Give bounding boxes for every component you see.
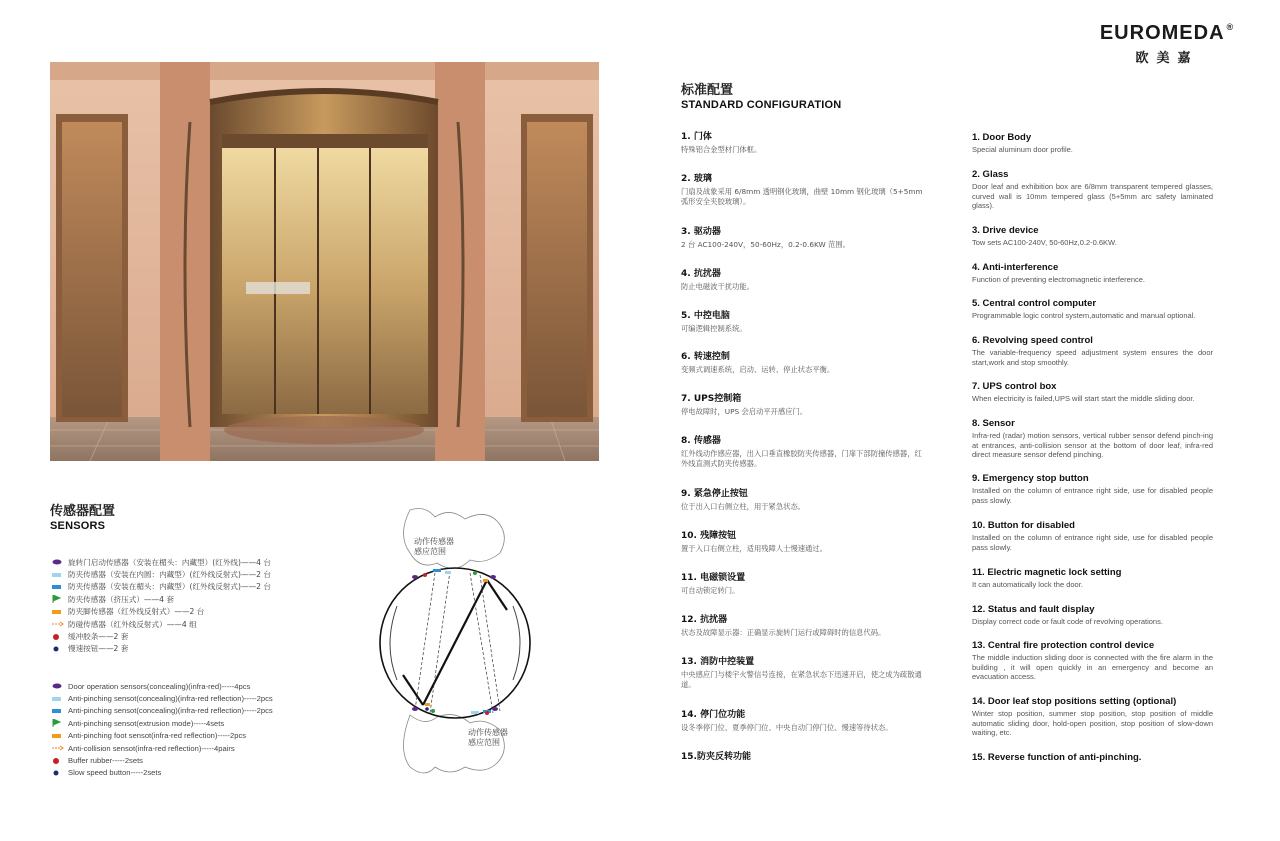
legend-item — [52, 568, 352, 580]
bar-lightblue-icon — [52, 694, 64, 703]
item-title: 1. Door Body — [972, 132, 1032, 143]
dash-arrow-orange-icon — [52, 620, 64, 629]
item-title: 10. 残障按钮 — [681, 531, 737, 541]
item-desc: 位于出入口右侧立柱，用于紧急状态。 — [681, 502, 806, 511]
item-title: 13. 消防中控装置 — [681, 657, 755, 667]
label-line: 感应范围 — [468, 738, 500, 747]
item-desc: Tow sets AC100-240V, 50-60Hz,0.2-0.6KW. — [972, 238, 1117, 247]
standard-config-heading — [681, 79, 841, 111]
legend-text: 防碰传感器（红外线反射式）——4 组 — [68, 619, 197, 629]
config-item-en — [972, 381, 1213, 404]
item-title: 8. 传感器 — [681, 436, 721, 446]
item-title: 14. Door leaf stop positions setting (optional) — [972, 696, 1177, 707]
item-title: 14. 停门位功能 — [681, 710, 746, 720]
legend-text: Anti-pinching sensot(concealing)(infra-red reflection)-----2pcs — [68, 706, 273, 716]
item-desc: The middle induction sliding door is connected with the fire alarm in the building , it will open quickly in an emergency and become an evacuation access. — [972, 653, 1213, 682]
legend-text: 旋转门启动传感器（安装在楣头：内藏型）(红外线)——4 台 — [68, 557, 272, 567]
config-item-cn — [681, 615, 926, 638]
config-item-cn — [681, 352, 926, 375]
config-item-cn — [681, 132, 926, 155]
item-title: 10. Button for disabled — [972, 520, 1075, 531]
item-desc: Programmable logic control system,automatic and manual optional. — [972, 311, 1196, 320]
item-desc: When electricity is failed,UPS will start start the middle sliding door. — [972, 394, 1195, 403]
config-item-cn — [681, 657, 926, 689]
ellipse-purple-icon — [52, 682, 64, 691]
config-item-en — [972, 752, 1213, 763]
legend-item — [52, 754, 352, 766]
item-desc: 置于入口右侧立柱，适用残障人士慢速通过。 — [681, 544, 827, 553]
item-title: 4. Anti-interference — [972, 262, 1059, 273]
item-desc: Display correct code or fault code of revolving operations. — [972, 617, 1163, 626]
dot-red-icon — [52, 756, 64, 765]
item-title: 5. 中控电脑 — [681, 311, 730, 321]
config-item-en — [972, 335, 1213, 367]
legend-item — [52, 630, 352, 642]
item-desc: 可自动锁定转门。 — [681, 586, 740, 595]
item-title: 2. 玻璃 — [681, 174, 712, 184]
legend-item — [52, 581, 352, 593]
item-title: 11. Electric magnetic lock setting — [972, 567, 1122, 578]
sensors-title-cn: 传感器配置 — [50, 504, 116, 519]
diagram-label-bottom — [468, 728, 508, 748]
dot-navy-icon — [52, 644, 64, 653]
item-desc: 门扇及战象采用 6/8mm 透明钢化玻璃，曲壁 10mm 钢化玻璃（5+5mm 弧形安全夹胶玻璃）。 — [681, 187, 923, 206]
legend-item — [52, 767, 352, 779]
item-title: 3. Drive device — [972, 225, 1039, 236]
brand-name: EUROMEDA ® — [1099, 22, 1235, 44]
label-line: 感应范围 — [414, 547, 446, 556]
item-title: 9. 紧急停止按钮 — [681, 489, 748, 499]
config-item-cn — [681, 269, 926, 292]
item-title: 6. Revolving speed control — [972, 335, 1093, 346]
item-title: 8. Sensor — [972, 418, 1015, 429]
legend-text: Anti-pinching foot sensot(infra-red reflection)-----2pcs — [68, 731, 247, 741]
item-desc: 变频式调速系统，启动、运转、停止状态平衡。 — [681, 365, 835, 374]
item-title: 13. Central fire protection control device — [972, 640, 1155, 651]
legend-item — [52, 593, 352, 605]
revolving-door-photo — [50, 62, 599, 461]
config-item-en — [972, 567, 1213, 590]
config-item-en — [972, 520, 1213, 552]
item-desc: 2 台 AC100-240V，50-60Hz，0.2-0.6KW 范围。 — [681, 240, 850, 249]
legend-item — [52, 717, 352, 729]
item-desc: 停电故障时，UPS 会启动平开感应门。 — [681, 407, 808, 416]
sensor-layout-diagram — [375, 505, 535, 780]
config-item-en — [972, 132, 1213, 155]
legend-text: Anti-pinching sensot(concealing)(infra-red reflection)-----2pcs — [68, 694, 273, 704]
dot-navy-icon — [52, 768, 64, 777]
bar-blue-icon — [52, 582, 64, 591]
config-item-en — [972, 473, 1213, 505]
config-item-cn — [681, 752, 926, 763]
brand-logo — [1097, 22, 1237, 66]
item-title: 1. 门体 — [681, 132, 712, 142]
item-title: 15.防夹反转功能 — [681, 752, 751, 762]
item-desc: Door leaf and exhibition box are 6/8mm transparent tempered glasses, curved wall is 10mm tempered glass (5+5mm arc safety laminated glass). — [972, 182, 1213, 211]
config-item-cn — [681, 227, 926, 250]
brand-name-cn: 欧美嘉 — [1135, 51, 1199, 66]
item-desc: 状态及故障显示器：正确显示旋转门运行或障碍时的信息代码。 — [681, 628, 886, 637]
config-item-en — [972, 298, 1213, 321]
config-item-en — [972, 169, 1213, 211]
config-item-en — [972, 262, 1213, 285]
legend-item — [52, 606, 352, 618]
item-desc: 红外线动作感应器，出入口垂直橡胶防夹传感器，门扉下部防撞传感器，红外线直测式防夹传感器。 — [681, 449, 922, 468]
sensors-title-en: SENSORS — [50, 520, 106, 532]
flag-green-icon — [52, 595, 64, 604]
item-desc: Infra-red (radar) motion sensors, vertical rubber sensor defend pinch-ing at entrances, anti-collision sensor at the bottom of door leaf, infra-red direct measure sensor defend pinching. — [972, 431, 1213, 460]
item-desc: 特殊铝合金型材门体框。 — [681, 145, 762, 154]
legend-text: Door operation sensors(concealing)(infra-red)-----4pcs — [68, 681, 251, 691]
legend-item — [52, 680, 352, 692]
legend-text: Slow speed button-----2sets — [68, 768, 162, 778]
config-item-cn — [681, 174, 926, 206]
config-item-cn — [681, 394, 926, 417]
item-title: 5. Central control computer — [972, 298, 1097, 309]
label-line: 动作传感器 — [468, 728, 508, 737]
item-title: 7. UPS control box — [972, 381, 1057, 392]
sensors-heading — [50, 500, 115, 532]
config-item-cn — [681, 573, 926, 596]
legend-text: 防夹传感器（安装在内圆：内藏型）(红外线反射式)——2 台 — [68, 570, 272, 580]
legend-text: 缓冲胶条——2 套 — [68, 632, 129, 642]
config-item-cn — [681, 710, 926, 733]
standard-title-cn: 标准配置 — [681, 83, 734, 98]
flag-green-icon — [52, 719, 64, 728]
legend-text: 防夹脚传感器（红外线反射式）——2 台 — [68, 607, 205, 617]
item-title: 11. 电磁锁设置 — [681, 573, 746, 583]
legend-item — [52, 556, 352, 568]
dash-arrow-orange-icon — [52, 744, 64, 753]
item-title: 4. 抗扰器 — [681, 269, 721, 279]
legend-text: 慢速按钮——2 套 — [68, 644, 129, 654]
legend-text: Buffer rubber-----2sets — [68, 756, 143, 766]
legend-item — [52, 730, 352, 742]
item-title: 3. 驱动器 — [681, 227, 721, 237]
legend-item — [52, 643, 352, 655]
item-title: 12. Status and fault display — [972, 604, 1095, 615]
config-item-cn — [681, 436, 926, 468]
config-item-en — [972, 696, 1213, 738]
bar-orange-icon — [52, 731, 64, 740]
item-desc: Function of preventing electromagnetic interference. — [972, 275, 1146, 284]
item-desc: 设冬季停门位、夏季停门位、中央自动门停门位、慢速等待状态。 — [681, 723, 893, 732]
legend-item — [52, 742, 352, 754]
config-item-cn — [681, 489, 926, 512]
item-desc: Winter stop position, summer stop position, stop position of middle automatic sliding door, hold-open position, stop position of slow-down waiting, etc. — [972, 709, 1213, 738]
dot-red-icon — [52, 632, 64, 641]
item-desc: 防止电磁波干扰功能。 — [681, 282, 754, 291]
config-item-en — [972, 225, 1213, 248]
config-item-cn — [681, 531, 926, 554]
config-item-en — [972, 640, 1213, 682]
item-title: 9. Emergency stop button — [972, 473, 1089, 484]
standard-title-en: STANDARD CONFIGURATION — [681, 99, 842, 111]
item-title: 2. Glass — [972, 169, 1009, 180]
item-desc: 可编逻辑控制系统。 — [681, 324, 747, 333]
bar-orange-icon — [52, 607, 64, 616]
config-item-en — [972, 418, 1213, 460]
registered-mark: ® — [1226, 22, 1235, 32]
item-desc: Installed on the column of entrance right side, use for disabled people pass slowly. — [972, 533, 1213, 552]
diagram-label-top — [414, 537, 454, 557]
legend-text: 防夹传感器（安装在楣头：内藏型）(红外线反射式)——2 台 — [68, 582, 272, 592]
legend-text: Anti-collision sensot(infra-red reflection)-----4pairs — [68, 743, 235, 753]
item-title: 6. 转速控制 — [681, 352, 730, 362]
item-title: 7. UPS控制箱 — [681, 394, 742, 404]
legend-text: 防夹传感器（挤压式）——4 套 — [68, 594, 174, 604]
item-desc: Special aluminum door profile. — [972, 145, 1073, 154]
item-desc: It can automatically lock the door. — [972, 580, 1083, 589]
item-desc: 中央感应门与楼宇火警信号连接，在紧急状态下迅速开启，使之成为疏散通道。 — [681, 670, 922, 689]
item-desc: Installed on the column of entrance right side, use for disabled people pass slowly. — [972, 486, 1213, 505]
bar-blue-icon — [52, 706, 64, 715]
config-item-en — [972, 604, 1213, 627]
label-line: 动作传感器 — [414, 537, 454, 546]
sensor-legend-cn — [52, 556, 352, 655]
item-title: 15. Reverse function of anti-pinching. — [972, 752, 1142, 763]
legend-item — [52, 618, 352, 630]
config-item-cn — [681, 311, 926, 334]
sensor-legend-en — [52, 680, 352, 779]
legend-item — [52, 692, 352, 704]
bar-lightblue-icon — [52, 570, 64, 579]
legend-text: Anti-pinching sensot(extrusion mode)-----4sets — [68, 718, 225, 728]
item-desc: The variable-frequency speed adjustment system ensures the door start,work and stop smoothly. — [972, 348, 1213, 367]
item-title: 12. 抗扰器 — [681, 615, 728, 625]
legend-item — [52, 705, 352, 717]
ellipse-purple-icon — [52, 558, 64, 567]
